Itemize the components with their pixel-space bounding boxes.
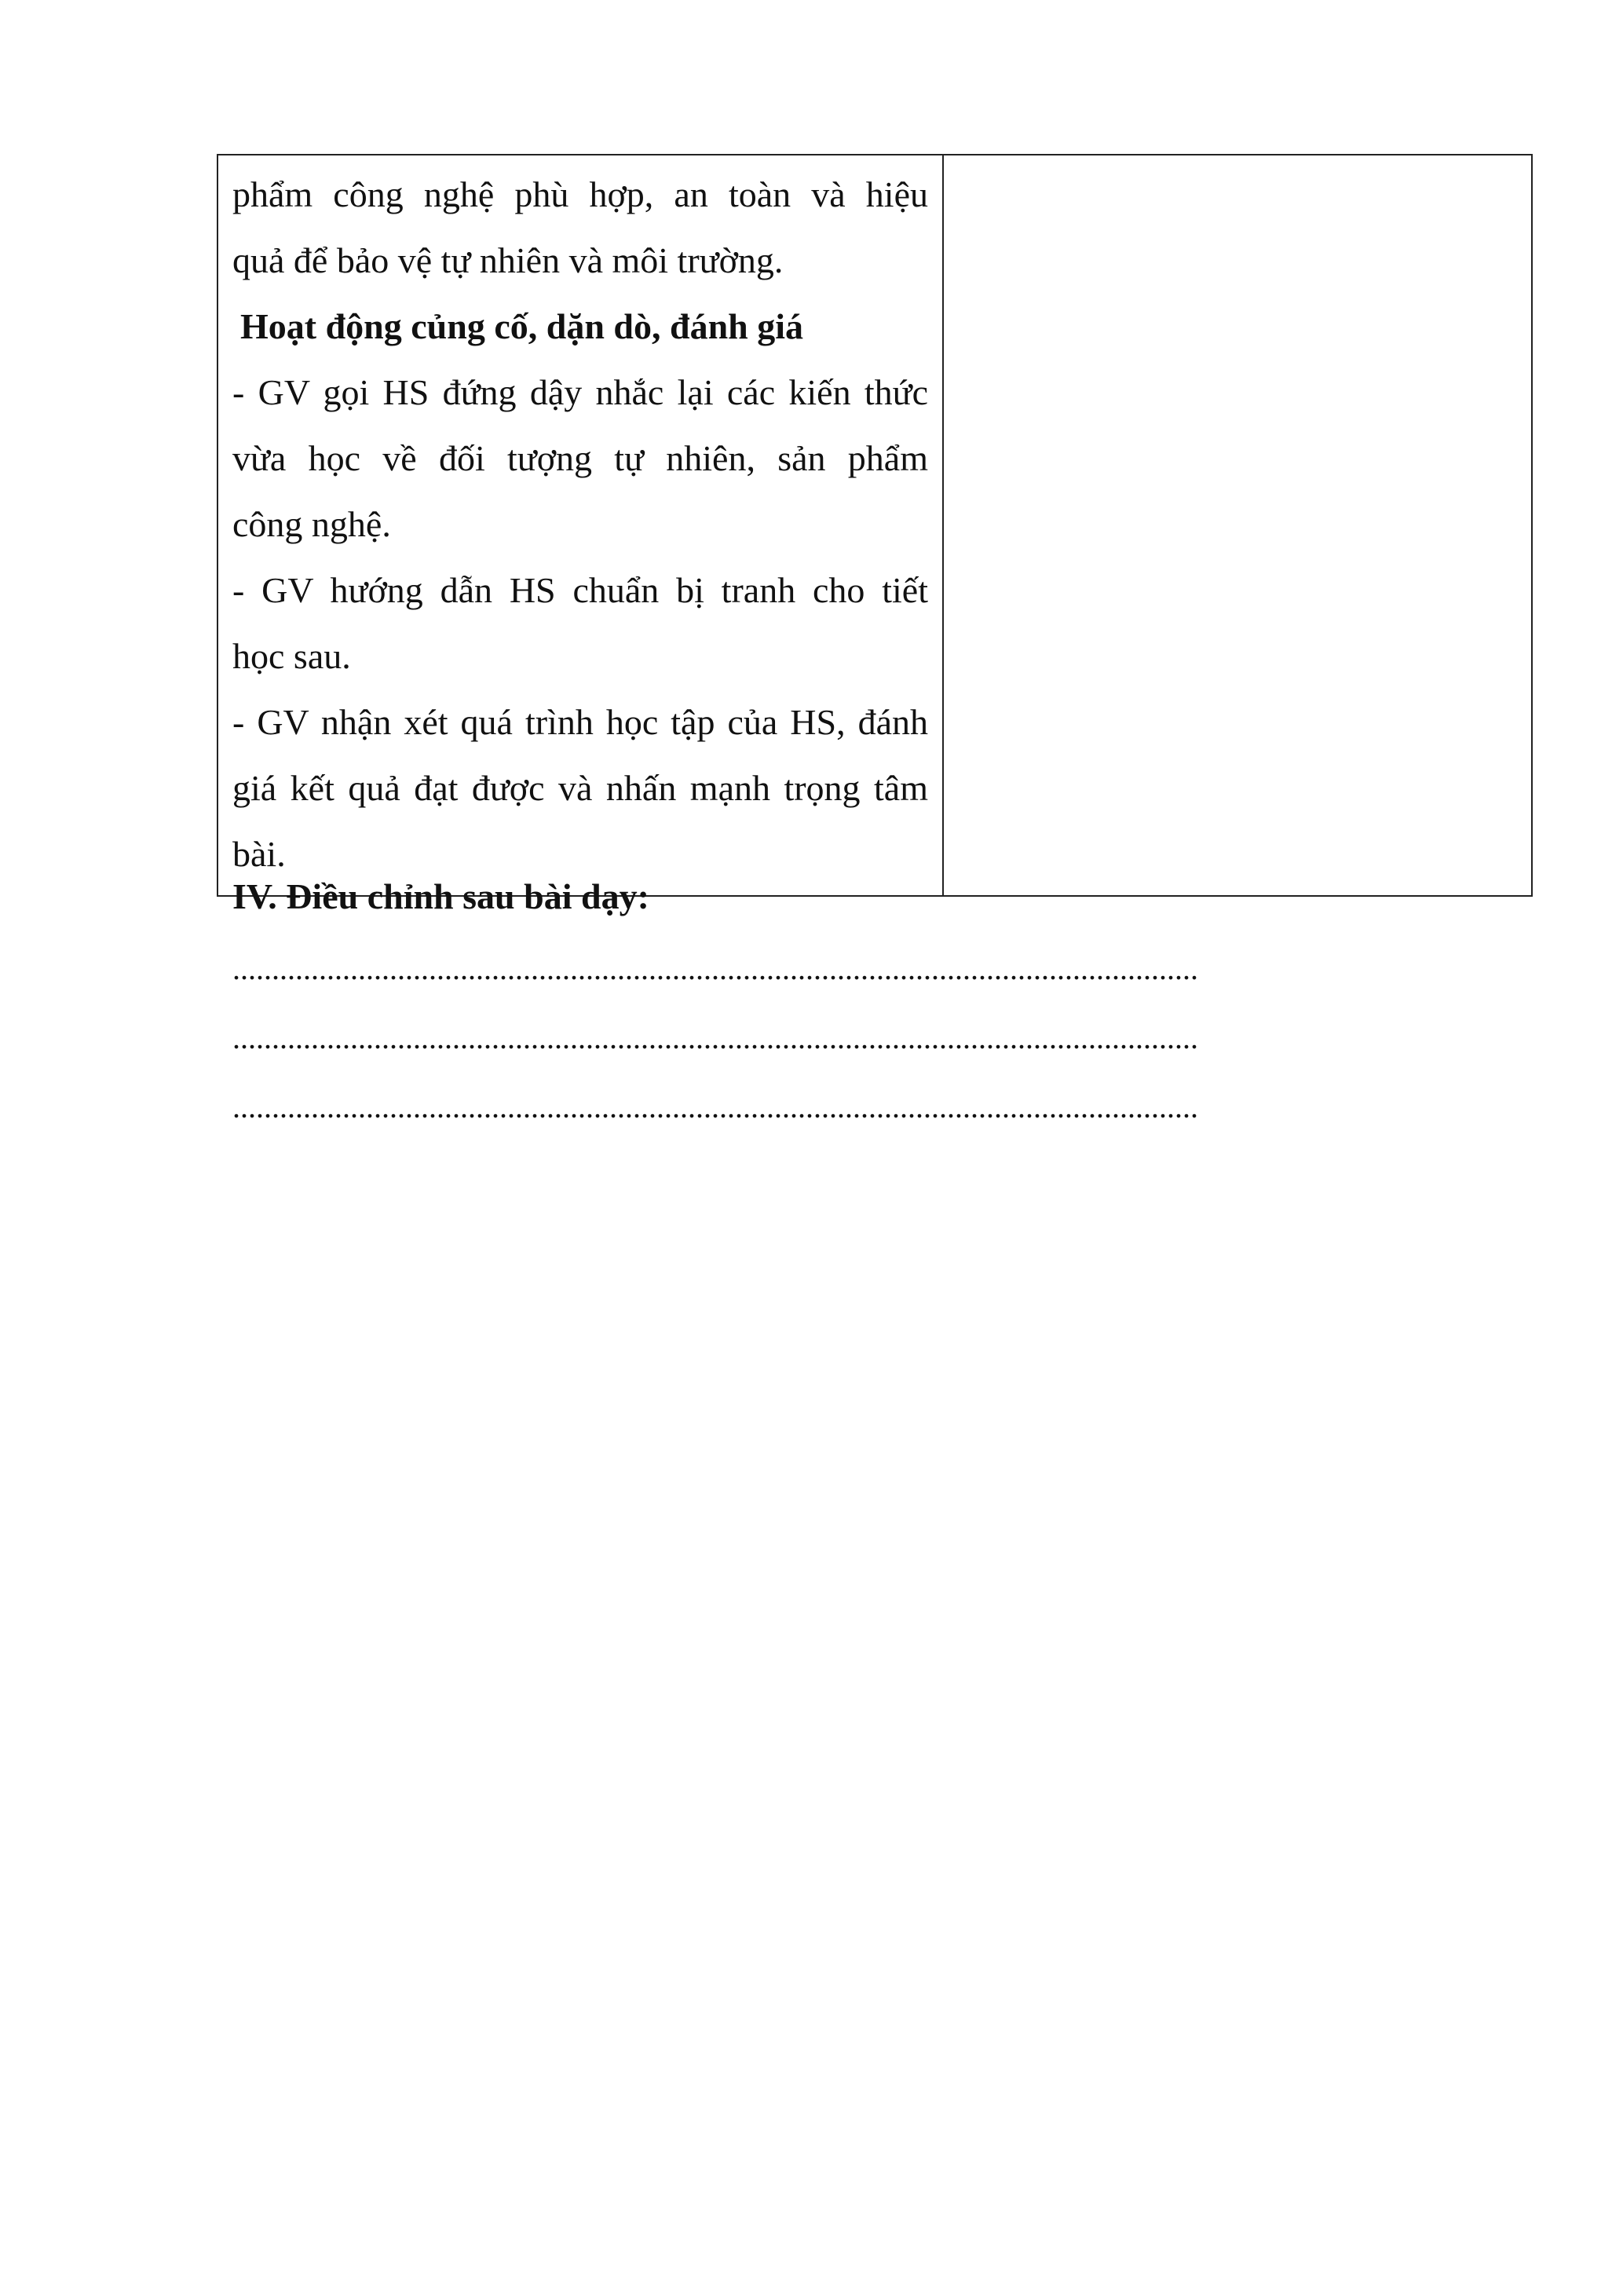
lesson-plan-table: [217, 154, 1533, 897]
text-line: vừa học về đối tượng tự nhiên, sản phẩm: [232, 438, 928, 478]
text-line: - GV nhận xét quá trình học tập của HS, đánh: [232, 702, 928, 742]
text-line: - GV gọi HS đứng dậy nhắc lại các kiến thức: [232, 372, 928, 412]
dotted-fill-line: ...........................................................................................................................: [232, 953, 1198, 985]
text-line: công nghệ.: [232, 504, 391, 544]
text-line: phẩm công nghệ phù hợp, an toàn và hiệu: [232, 174, 928, 214]
text-line: - GV hướng dẫn HS chuẩn bị tranh cho tiết: [232, 570, 928, 610]
text-line: giá kết quả đạt được và nhấn mạnh trọng tâm: [232, 768, 928, 808]
section-heading: IV. Điều chỉnh sau bài dạy:: [232, 876, 649, 916]
activity-heading: Hoạt động củng cố, dặn dò, đánh giá: [240, 306, 804, 346]
text-line: học sau.: [232, 636, 351, 676]
text-line: bài.: [232, 834, 286, 874]
student-activity-cell: [943, 155, 1532, 896]
teacher-activity-cell: [217, 155, 943, 896]
dotted-fill-line: ...........................................................................................................................: [232, 1022, 1198, 1054]
text-line: quả để bảo vệ tự nhiên và môi trường.: [232, 240, 784, 280]
table-row: [217, 155, 1532, 896]
dotted-fill-line: ...........................................................................................................................: [232, 1091, 1198, 1123]
